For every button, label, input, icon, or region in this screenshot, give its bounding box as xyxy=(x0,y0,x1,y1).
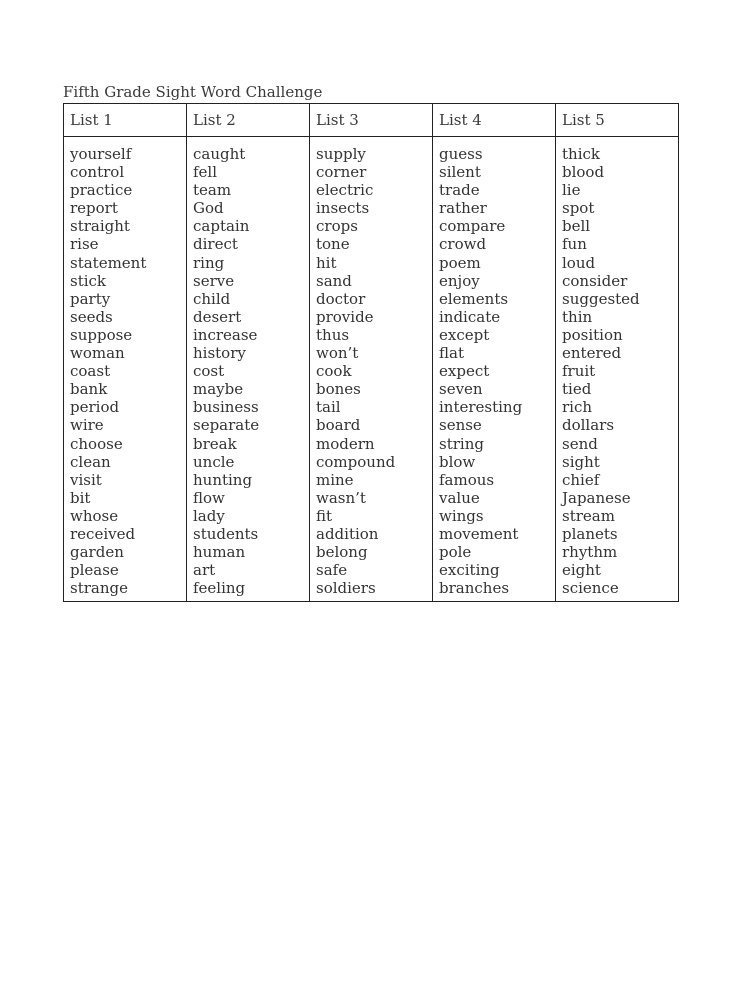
word-item: except xyxy=(439,325,490,344)
word-item: lady xyxy=(193,506,225,525)
word-item: spot xyxy=(562,199,595,218)
word-item: feeling xyxy=(193,579,246,598)
word-item: rise xyxy=(70,235,99,254)
document-title: Fifth Grade Sight Word Challenge xyxy=(63,83,323,101)
word-item: addition xyxy=(316,524,379,543)
word-item: supply xyxy=(316,145,366,163)
table-body-row xyxy=(64,137,678,601)
word-item: human xyxy=(193,543,246,562)
word-item: break xyxy=(193,434,237,453)
word-item: visit xyxy=(70,470,102,489)
word-item: guess xyxy=(439,145,483,163)
word-item: cost xyxy=(193,362,225,381)
column-header-list-3: List 3 xyxy=(310,104,433,136)
word-item: God xyxy=(193,199,224,218)
word-item: branches xyxy=(439,579,510,598)
word-item: famous xyxy=(439,470,495,489)
word-item: elements xyxy=(439,289,509,308)
word-item: exciting xyxy=(439,561,500,580)
word-item: compare xyxy=(439,217,506,236)
word-item: received xyxy=(70,524,136,543)
word-item: choose xyxy=(70,434,123,453)
word-item: thick xyxy=(562,145,600,163)
word-item: enjoy xyxy=(439,271,480,290)
word-item: desert xyxy=(193,307,242,326)
sight-word-table xyxy=(63,103,679,602)
word-item: hit xyxy=(316,253,337,272)
word-item: fit xyxy=(316,506,333,525)
word-item: won’t xyxy=(316,344,359,363)
word-item: bones xyxy=(316,380,361,399)
word-item: silent xyxy=(439,163,481,182)
word-item: stream xyxy=(562,506,615,525)
word-item: statement xyxy=(70,253,147,272)
word-item: Japanese xyxy=(562,488,631,507)
word-column-list-5 xyxy=(556,137,678,601)
word-item: mine xyxy=(316,470,354,489)
word-item: report xyxy=(70,199,118,218)
word-item: yourself xyxy=(70,145,132,163)
word-item: crowd xyxy=(439,235,487,254)
word-item: straight xyxy=(70,217,130,236)
word-item: doctor xyxy=(316,289,366,308)
word-item: period xyxy=(70,398,120,417)
word-item: caught xyxy=(193,145,246,163)
word-item: board xyxy=(316,416,361,435)
word-item: clean xyxy=(70,452,111,471)
word-item: coast xyxy=(70,362,111,381)
word-item: seven xyxy=(439,380,483,399)
word-item: blow xyxy=(439,452,476,471)
word-item: fun xyxy=(562,235,587,254)
word-item: garden xyxy=(70,543,124,562)
word-item: strange xyxy=(70,579,128,598)
word-item: consider xyxy=(562,271,628,290)
word-column-list-1 xyxy=(64,137,187,601)
word-item: value xyxy=(439,488,480,507)
word-item: please xyxy=(70,561,119,580)
word-item: soldiers xyxy=(316,579,376,598)
word-item: expect xyxy=(439,362,490,381)
word-item: stick xyxy=(70,271,107,290)
word-item: woman xyxy=(70,344,125,363)
word-item: art xyxy=(193,561,216,580)
word-item: electric xyxy=(316,181,374,200)
word-item: flow xyxy=(193,488,225,507)
word-item: rhythm xyxy=(562,543,618,562)
word-item: separate xyxy=(193,416,260,435)
word-item: interesting xyxy=(439,398,523,417)
word-item: uncle xyxy=(193,452,235,471)
word-item: fruit xyxy=(562,362,596,381)
word-item: science xyxy=(562,579,619,598)
word-item: tail xyxy=(316,398,341,417)
column-header-list-1: List 1 xyxy=(64,104,187,136)
column-header-list-4: List 4 xyxy=(433,104,556,136)
word-item: rather xyxy=(439,199,487,218)
word-item: team xyxy=(193,181,232,200)
word-item: lie xyxy=(562,181,581,200)
word-item: bell xyxy=(562,217,591,236)
word-item: wire xyxy=(70,416,104,435)
word-item: tone xyxy=(316,235,350,254)
word-item: eight xyxy=(562,561,601,580)
word-item: insects xyxy=(316,199,370,218)
word-item: history xyxy=(193,344,246,363)
word-item: ring xyxy=(193,253,225,272)
word-item: thin xyxy=(562,307,593,326)
word-item: business xyxy=(193,398,259,417)
word-item: flat xyxy=(439,344,464,363)
word-column-list-3 xyxy=(310,137,433,601)
word-item: indicate xyxy=(439,307,501,326)
column-header-list-5: List 5 xyxy=(562,111,605,129)
word-item: dollars xyxy=(562,416,615,435)
word-item: bank xyxy=(70,380,108,399)
word-item: direct xyxy=(193,235,238,254)
word-item: bit xyxy=(70,488,91,507)
word-item: modern xyxy=(316,434,375,453)
word-item: fell xyxy=(193,163,218,182)
word-item: string xyxy=(439,434,484,453)
word-item: rich xyxy=(562,398,593,417)
word-item: maybe xyxy=(193,380,244,399)
word-item: control xyxy=(70,163,125,182)
word-item: sand xyxy=(316,271,352,290)
word-item: hunting xyxy=(193,470,253,489)
word-item: corner xyxy=(316,163,367,182)
word-item: whose xyxy=(70,506,119,525)
word-item: cook xyxy=(316,362,352,381)
word-item: movement xyxy=(439,524,519,543)
word-item: safe xyxy=(316,561,348,580)
table-header-row xyxy=(64,104,678,137)
word-item: send xyxy=(562,434,598,453)
word-item: wings xyxy=(439,506,484,525)
word-item: entered xyxy=(562,344,622,363)
word-item: position xyxy=(562,325,623,344)
word-item: chief xyxy=(562,470,600,489)
word-item: suppose xyxy=(70,325,133,344)
word-column-list-4 xyxy=(433,137,556,601)
word-item: trade xyxy=(439,181,480,200)
word-item: wasn’t xyxy=(316,488,366,507)
word-item: pole xyxy=(439,543,472,562)
word-item: suggested xyxy=(562,289,640,308)
word-item: belong xyxy=(316,543,368,562)
word-item: students xyxy=(193,524,259,543)
word-item: compound xyxy=(316,452,396,471)
word-item: sense xyxy=(439,416,482,435)
word-item: practice xyxy=(70,181,133,200)
word-item: sight xyxy=(562,452,600,471)
word-item: loud xyxy=(562,253,596,272)
word-item: planets xyxy=(562,524,618,543)
word-item: crops xyxy=(316,217,358,236)
word-column-list-2 xyxy=(187,137,310,601)
word-item: blood xyxy=(562,163,605,182)
column-header-list-2: List 2 xyxy=(187,104,310,136)
word-item: seeds xyxy=(70,307,113,326)
word-item: poem xyxy=(439,253,481,272)
word-item: party xyxy=(70,289,111,308)
word-item: thus xyxy=(316,325,350,344)
word-item: increase xyxy=(193,325,258,344)
word-item: serve xyxy=(193,271,235,290)
word-item: provide xyxy=(316,307,374,326)
word-item: captain xyxy=(193,217,250,236)
word-item: tied xyxy=(562,380,592,399)
word-item: child xyxy=(193,289,231,308)
